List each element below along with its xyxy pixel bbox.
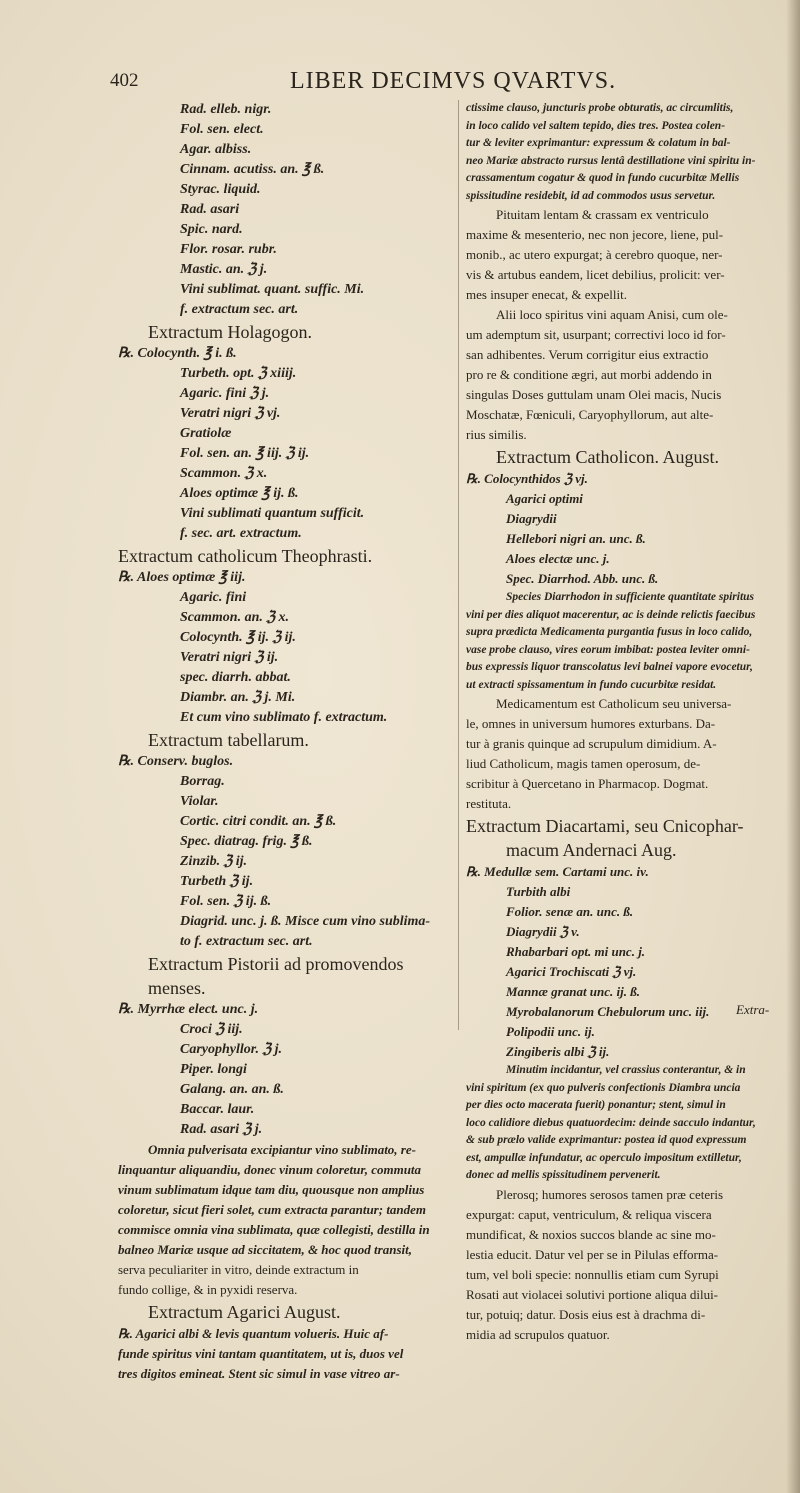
text-line: mundificat, & noxios succos blande ac sine mo- (466, 1226, 716, 1242)
text-line: Piper. longi (180, 1062, 247, 1077)
text-line: Vini sublimat. quant. suffic. Mi. (180, 282, 365, 297)
text-line: Rad. asari ℨ j. (180, 1122, 263, 1137)
text-line: Extractum Diacartami, seu Cnicophar- (466, 816, 744, 836)
catchword: Extra- (736, 1002, 770, 1017)
text-line: Species Diarrhodon in sufficiente quantitate spiritus (506, 591, 755, 603)
left-column (118, 100, 458, 1384)
text-line: f. sec. art. extractum. (180, 526, 302, 541)
text-line: bus expressis liquor transcolatus levi balnei vapore evocetur, (466, 661, 753, 673)
text-line: Polipodii unc. ij. (506, 1024, 595, 1039)
text-line: ut extracti spissamentum in fundo cucurbitæ residat. (466, 678, 717, 691)
text-line: midia ad scrupulos quatuor. (466, 1326, 610, 1342)
text-line: tur, potuiq; datur. Dosis eius est à drachma di- (466, 1306, 706, 1322)
text-line: fundo collige, & in pyxidi reserva. (118, 1282, 298, 1297)
text-line: Alii loco spiritus vini aquam Anisi, cum ole- (496, 307, 728, 322)
text-line: singulas Doses guttulam unam Olei macis, Nucis (466, 387, 722, 402)
text-line: Styrac. liquid. (180, 182, 261, 197)
text-line: Veratri nigri ℨ vj. (180, 406, 281, 421)
text-line: Veratri nigri ℨ ij. (180, 650, 279, 665)
text-line: tur à granis quinque ad scrupulum dimidium. A- (466, 736, 717, 751)
text-line: tres digitos emineat. Stent sic simul in vase vitreo ar- (118, 1366, 400, 1381)
text-line: loco calidiore diebus quatuordecim: deinde sacculo indantur, (466, 1116, 756, 1129)
text-line: mes insuper enecat, & expellit. (466, 287, 628, 302)
text-line: Rosati aut violacei solutivi portione aliqua dilui- (466, 1286, 719, 1302)
text-line: scribitur à Quercetano in Pharmacop. Dogmat. (466, 776, 709, 791)
text-line: tum, vel boli specie: nonnullis etiam cum Syrupi (466, 1266, 719, 1282)
text-line: Diagrydii (506, 511, 557, 526)
text-line: Rhabarbari opt. mi unc. j. (506, 944, 646, 959)
text-line: Moschatæ, Fœniculi, Caryophyllorum, aut alte- (466, 407, 714, 422)
text-line: liud Catholicum, magis tamen operosum, de- (466, 756, 701, 771)
text-line: restituta. (466, 796, 512, 811)
text-line: Minutim incidantur, vel crassius conterantur, & in (506, 1064, 746, 1076)
text-line: est, ampullæ infundatur, ac operculo impositum extilletur, (466, 1151, 742, 1164)
text-line: Borrag. (180, 774, 225, 789)
text-line: ℞. Conserv. buglos. (118, 754, 234, 769)
text-line: linquantur aliquandiu, donec vinum coloretur, commuta (118, 1162, 422, 1177)
text-line: crassamentum cogatur & quod in fundo cucurbitæ Mellis (466, 172, 740, 184)
text-line: Turbeth ℨ ij. (180, 874, 254, 889)
text-line: vis & artubus eandem, licet debilius, prolicit: ver- (466, 267, 725, 282)
text-line: Fol. sen. an. ℥ iij. ℨ ij. (180, 446, 310, 461)
page-gutter-shadow (786, 0, 800, 1493)
text-line: monib., ac utero expurgat; à cerebro quoque, ner- (466, 247, 723, 262)
text-line: Omnia pulverisata excipiantur vino sublimato, re- (148, 1142, 416, 1157)
text-line: Medicamentum est Catholicum seu universa- (496, 696, 732, 711)
text-line: vase probe clauso, vires eorum imbibat: postea leviter omni- (466, 643, 750, 656)
text-line: Myrobalanorum Chebulorum unc. iij. (506, 1004, 710, 1019)
text-line: expurgat: caput, ventriculum, & reliqua viscera (466, 1206, 712, 1222)
text-line: Croci ℨ iij. (180, 1022, 243, 1037)
text-line: ℞. Agarici albi & levis quantum volueris. Huic af- (118, 1326, 389, 1341)
text-line: Rad. elleb. nigr. (180, 102, 272, 117)
text-line: Cortic. citri condit. an. ℥ ß. (180, 814, 337, 829)
text-line: Aloes electæ unc. j. (506, 551, 610, 566)
text-line: Scammon. ℨ x. (180, 466, 268, 481)
text-line: Scammon. an. ℨ x. (180, 610, 289, 625)
text-line: Galang. an. an. ß. (180, 1082, 284, 1097)
running-title: LIBER DECIMVS QVARTVS. (290, 68, 617, 94)
text-line: in loco calido vel saltem tepido, dies tres. Postea colen- (466, 119, 726, 132)
text-line: menses. (148, 978, 206, 998)
text-line: san adhibentes. Verum corrigitur eius extractio (466, 347, 709, 362)
text-line: maxime & mesenterio, nec non jecore, liene, pul- (466, 227, 724, 242)
text-line: f. extractum sec. art. (180, 302, 299, 317)
text-line: rius similis. (466, 427, 527, 442)
text-line: Aloes optimæ ℥ ij. ß. (180, 486, 299, 501)
text-line: Diagrydii ℨ v. (506, 924, 580, 939)
text-line: Extractum Catholicon. August. (496, 447, 719, 467)
text-line: Folior. senæ an. unc. ß. (506, 904, 634, 919)
text-line: Et cum vino sublimato f. extractum. (180, 710, 388, 725)
text-line: vinum sublimatum idque tam diu, quousque non amplius (118, 1182, 425, 1197)
text-line: Diambr. an. ℨ j. Mi. (180, 690, 296, 705)
text-line: Agarici optimi (506, 491, 583, 506)
text-line: Agarici Trochiscati ℨ vj. (506, 964, 637, 979)
text-line: Spic. nard. (180, 222, 243, 237)
text-line: Mannæ granat unc. ij. ß. (506, 984, 641, 999)
text-line: Hellebori nigri an. unc. ß. (506, 531, 646, 546)
text-line: Caryophyllor. ℨ j. (180, 1042, 282, 1057)
text-line: neo Mariæ abstracto rursus lentâ destillatione vini spiritu in- (466, 154, 756, 167)
text-line: ctissime clauso, juncturis probe obturatis, ac circumlitis, (466, 102, 734, 114)
text-line: to f. extractum sec. art. (180, 934, 313, 949)
text-line: Fol. sen. elect. (180, 122, 264, 137)
text-line: Rad. asari (180, 202, 240, 217)
text-line: Extractum Pistorii ad promovendos (148, 954, 404, 974)
text-line: Extractum Agarici August. (148, 1302, 341, 1322)
text-line: Plerosq; humores serosos tamen præ ceteris (496, 1186, 724, 1202)
text-line: Agaric. fini ℨ j. (180, 386, 270, 401)
text-line: donec ad mellis spissitudinem pervenerit. (466, 1169, 661, 1181)
right-column (466, 100, 786, 1345)
text-line: um ademptum sit, usurpant; correctivi loco id for- (466, 327, 726, 342)
text-line: coloretur, sicut fieri solet, cum extracta parantur; tandem (118, 1202, 427, 1217)
text-line: lestia educit. Datur vel per se in Pilulas efforma- (466, 1246, 719, 1262)
text-line: le, omnes in universum humores exturbans. Da- (466, 716, 716, 731)
text-line: Violar. (180, 794, 219, 809)
text-line: Extractum catholicum Theophrasti. (118, 546, 373, 566)
text-line: Flor. rosar. rubr. (180, 242, 277, 257)
text-line: tur & leviter exprimantur: expressum & colatum in bal- (466, 137, 731, 149)
text-line: Diagrid. unc. j. ß. Misce cum vino sublima- (180, 914, 431, 929)
text-line: Baccar. laur. (180, 1102, 255, 1117)
text-line: Colocynth. ℥ ij. ℨ ij. (180, 630, 296, 645)
text-line: funde spiritus vini tantam quantitatem, ut is, duos vel (118, 1346, 404, 1361)
text-line: Turbith albi (506, 884, 571, 899)
text-line: & sub prælo valide exprimantur: postea id quod expressum (466, 1134, 747, 1146)
text-line: Zingiberis albi ℨ ij. (506, 1044, 610, 1059)
text-line: Turbeth. opt. ℨ xiiij. (180, 366, 297, 381)
text-line: commisce omnia vina sublimata, quæ collegisti, destilla in (118, 1222, 430, 1237)
text-line: supra prædicta Medicamenta purgantia fusus in loco calido, (466, 626, 753, 638)
text-line: Cinnam. acutiss. an. ℥ ß. (180, 162, 325, 177)
text-line: serva peculiariter in vitro, deinde extractum in (118, 1262, 359, 1277)
text-line: Pituitam lentam & crassam ex ventriculo (496, 207, 709, 222)
text-line: Fol. sen. ℨ ij. ß. (180, 894, 272, 909)
text-line: balneo Mariæ usque ad siccitatem, & hoc quod transit, (118, 1242, 412, 1257)
text-line: ℞. Colocynth. ℥ i. ß. (118, 346, 237, 361)
text-line: vini per dies aliquot macerentur, ac is deinde relictis faecibus (466, 608, 756, 621)
text-line: Spec. diatrag. frig. ℥ ß. (180, 834, 313, 849)
text-line: Vini sublimati quantum sufficit. (180, 506, 365, 521)
text-line: Mastic. an. ℨ j. (180, 262, 268, 277)
text-line: ℞. Colocynthidos ℨ vj. (466, 471, 588, 486)
text-line: Extractum Holagogon. (148, 322, 312, 342)
running-header (110, 68, 770, 98)
text-line: pro re & conditione ægri, aut morbi addendo in (466, 367, 712, 382)
text-line: ℞. Aloes optimæ ℥ iij. (118, 570, 246, 585)
text-line: Agar. albiss. (180, 142, 252, 157)
text-line: vini spiritum (ex quo pulveris confectionis Diambra uncia (466, 1081, 741, 1094)
column-divider (458, 100, 459, 1030)
text-line: spec. diarrh. abbat. (180, 670, 291, 685)
text-line: Extractum tabellarum. (148, 730, 309, 750)
page-number: 402 (110, 70, 139, 91)
text-line: Zinzib. ℨ ij. (180, 854, 247, 869)
text-line: Spec. Diarrhod. Abb. unc. ß. (506, 571, 659, 586)
text-line: Agaric. fini (180, 590, 247, 605)
text-line: ℞. Myrrhæ elect. unc. j. (118, 1002, 259, 1017)
text-line: per dies octo macerata fuerit) ponantur; stent, simul in (466, 1099, 726, 1111)
text-line: macum Andernaci Aug. (506, 840, 677, 860)
text-line: spissitudine residebit, id ad commodos usus servetur. (466, 189, 716, 202)
text-line: ℞. Medullæ sem. Cartami unc. iv. (466, 864, 649, 879)
text-line: Gratiolæ (180, 426, 232, 441)
